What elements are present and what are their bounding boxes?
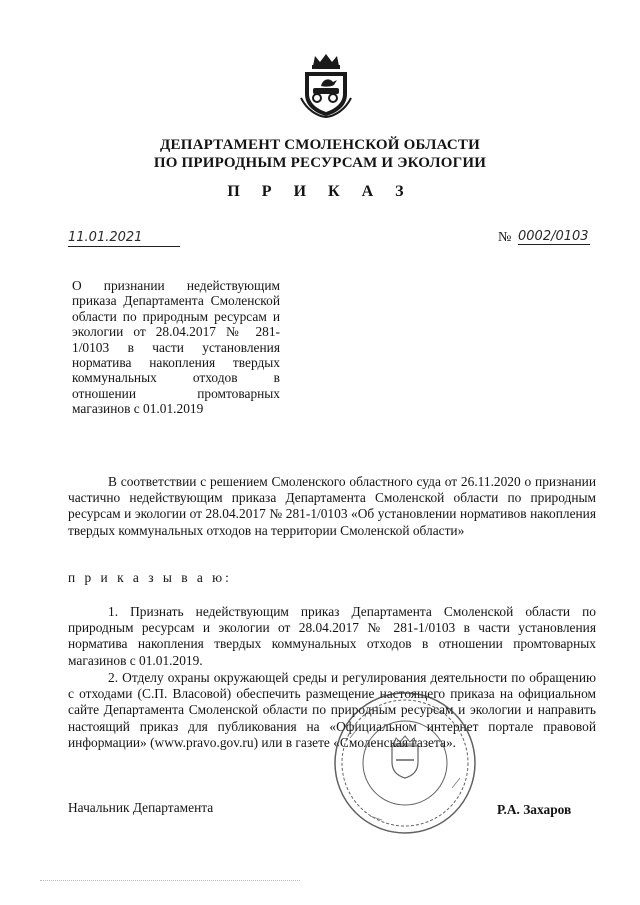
department-name-line-1: ДЕПАРТАМЕНТ СМОЛЕНСКОЙ ОБЛАСТИ xyxy=(159,137,480,153)
number-sign: № xyxy=(498,230,512,245)
order-item-1: 1. Признать недействующим приказ Департамента Смоленской области по природным ресурсам и экологии от 28.04.2017 № 281-1/0103 в части установления норматива накопления твердых коммунальных отходов в отношении промтоварных магазинов с 01.01.2019. xyxy=(68,604,596,668)
order-subject: О признании недействующим приказа Департамента Смоленской области по природным ресурсам и экологии от 28.04.2017 № 281-1/0103 в части установления норматива накопления твердых коммунальных отходов в отношении промтоварных магазинов с 01.01.2019 xyxy=(72,278,280,417)
footer-divider xyxy=(40,880,300,881)
signature-position: Начальник Департамента xyxy=(68,800,214,815)
official-seal-icon xyxy=(330,688,480,838)
preamble-paragraph: В соответствии с решением Смоленского областного суда от 26.11.2020 о признании частично недействующим приказа Департамента Смоленской области по природным ресурсам и экологии от 28.04.2017 № 281-1/0103 «Об установлении нормативов накопления твердых коммунальных отходов на территории Смоленской области» xyxy=(68,474,596,538)
signature-name: Р.А. Захаров xyxy=(497,802,572,817)
prikazyvayu-label: п р и к а з ы в а ю: xyxy=(68,570,232,585)
order-number xyxy=(498,228,592,246)
order-item-2: 2. Отделу охраны окружающей среды и регулирования деятельности по обращению с отходами (С.П. Власовой) обеспечить размещение настоящего приказа на официальном сайте Департамента Смоленской области по природным ресурсам и экологии и направить настоящий приказ для публикования на «Официальном интернет портале правовой информации» (www.pravo.gov.ru) или в газете «Смоленская газета». xyxy=(68,670,596,750)
coat-of-arms-icon xyxy=(297,52,355,118)
department-name-line-2: ПО ПРИРОДНЫМ РЕСУРСАМ И ЭКОЛОГИИ xyxy=(153,155,487,171)
order-number-value: 0002/0103 xyxy=(518,229,589,244)
order-date-value: 11.01.2021 xyxy=(68,230,143,245)
document-type-title: П Р И К А З xyxy=(227,183,413,200)
order-date xyxy=(68,228,180,247)
